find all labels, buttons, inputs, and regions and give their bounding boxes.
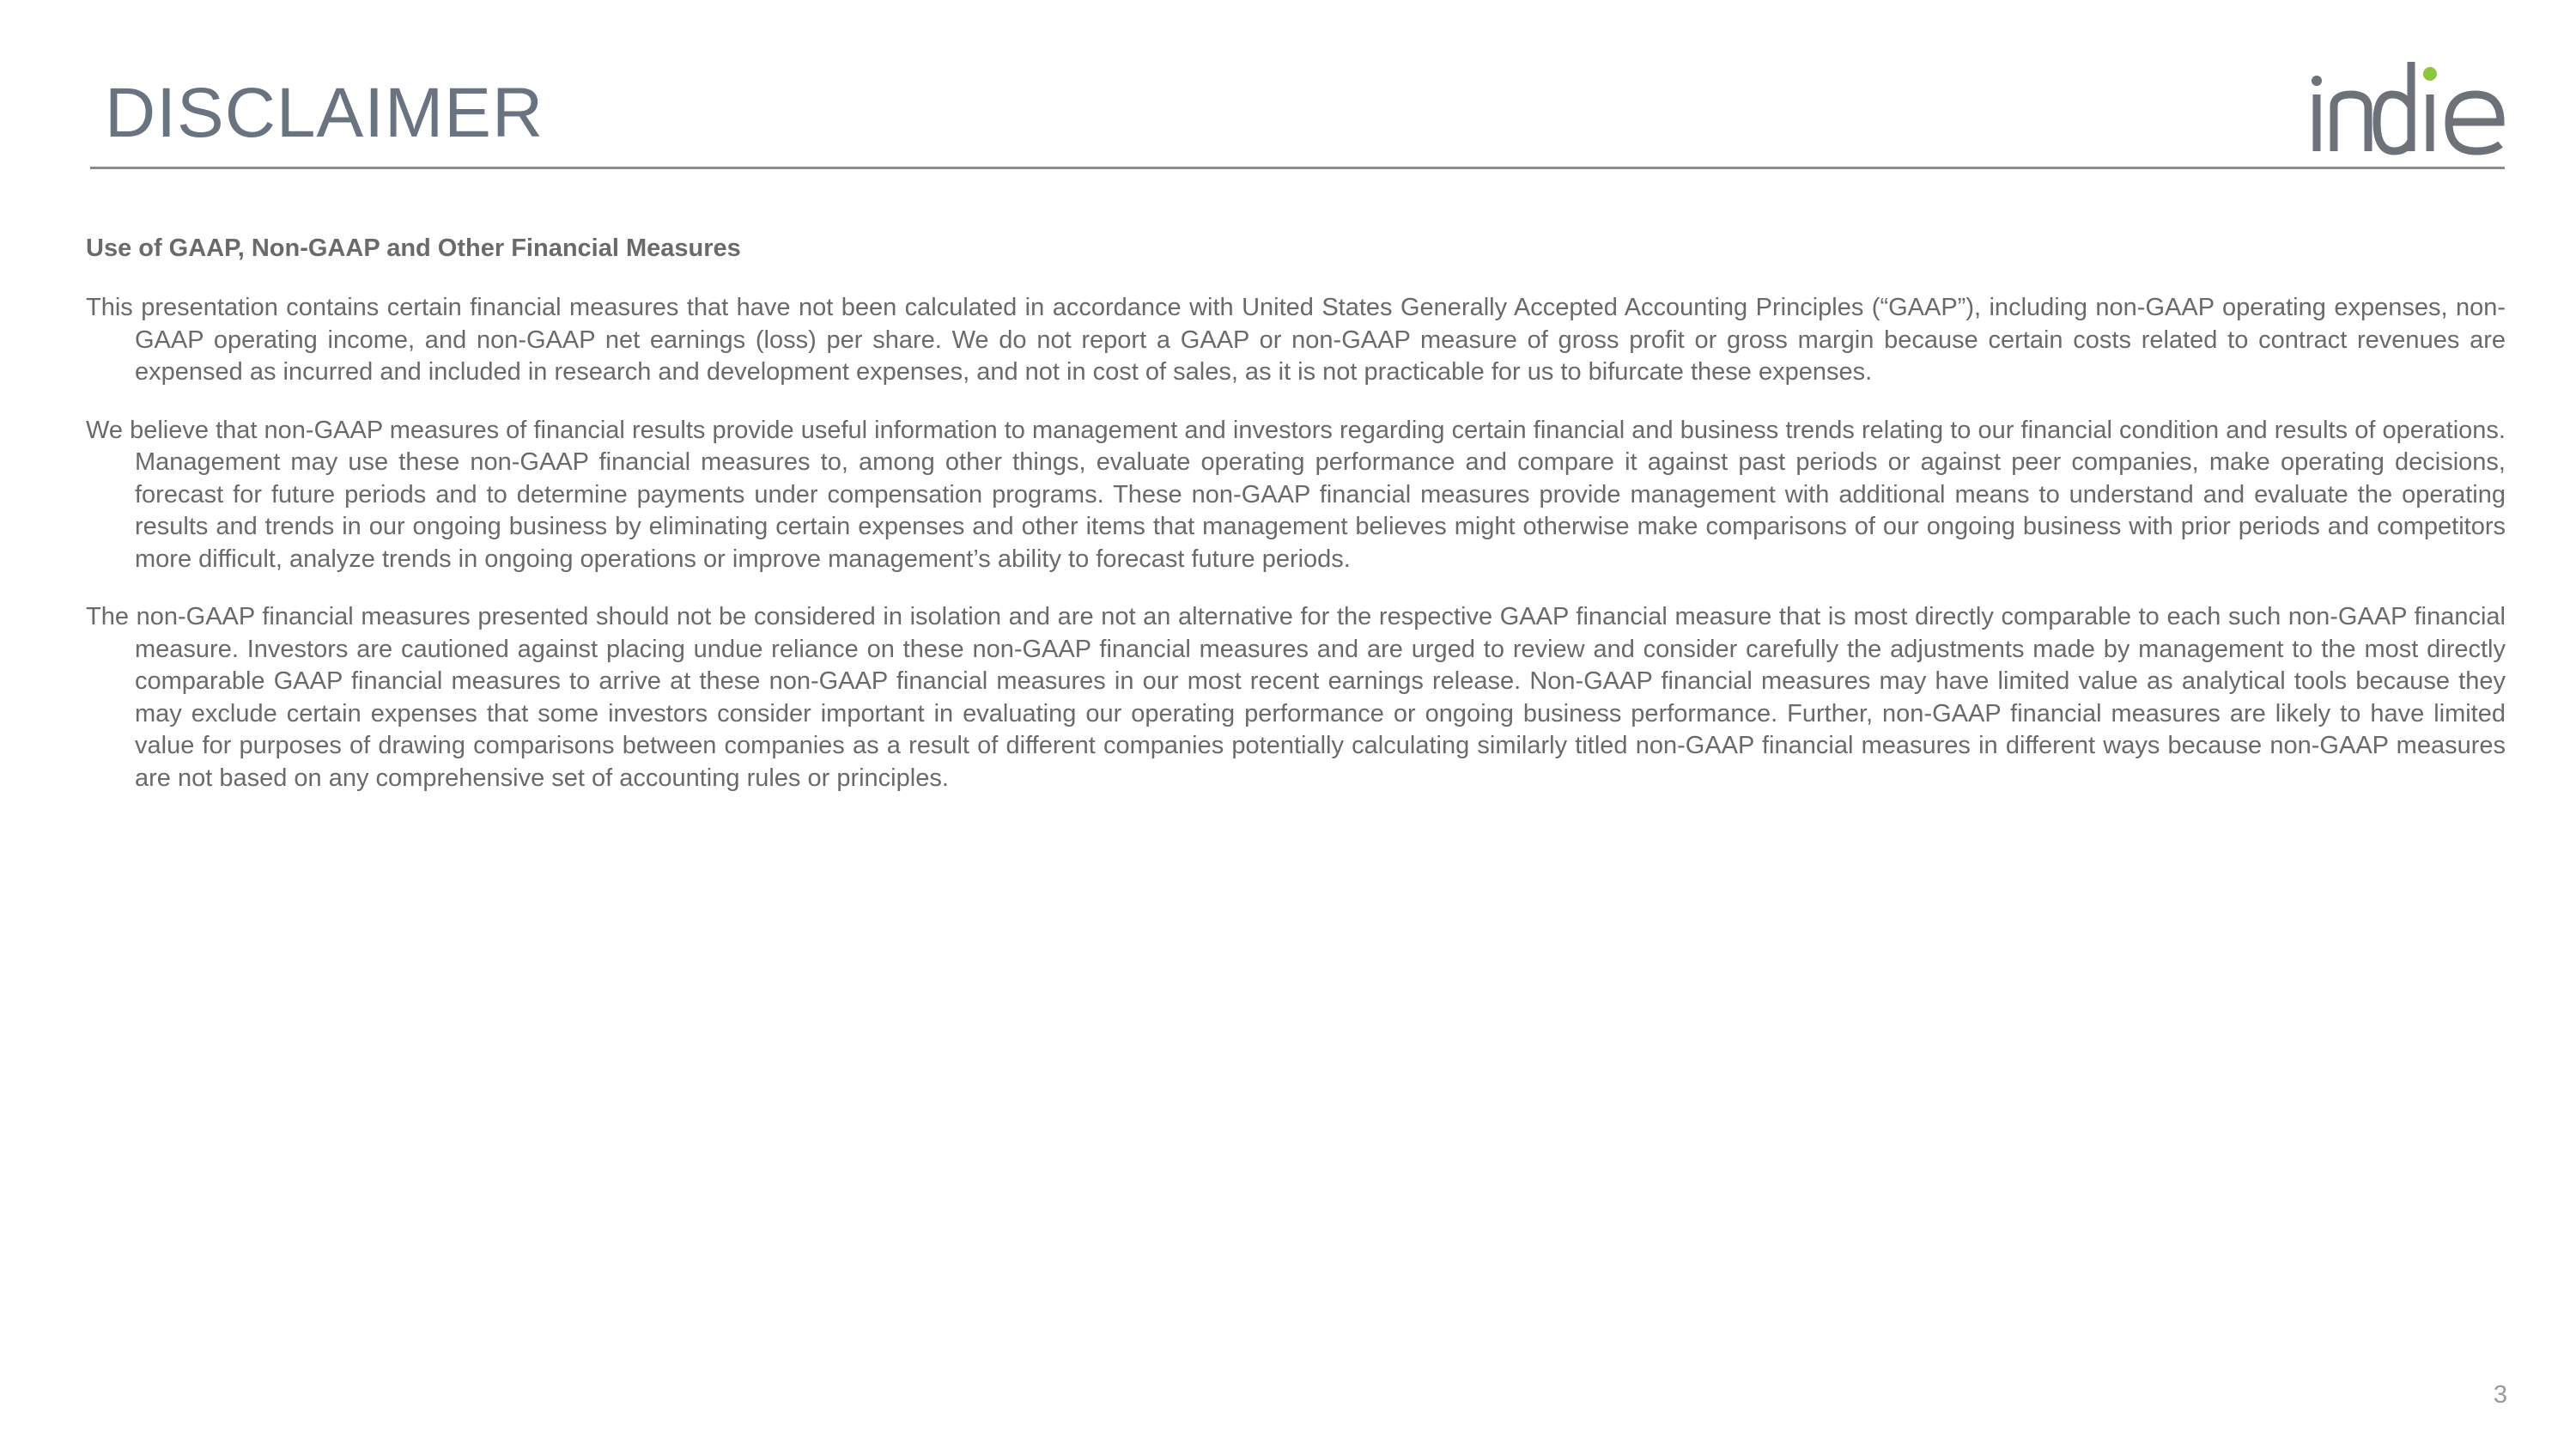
indie-logo: [2310, 62, 2507, 156]
paragraph-non-gaap-limitations: The non-GAAP financial measures presented should not be considered in isolation and are not an alternative for the respective GAAP financial measure that is most directly comparable to each such non-GAAP financial measure. Investors are cautioned against placing undue reliance on these non-GAAP financial measures and are urged to review and consider carefully the adjustments made by management to the most directly comparable GAAP financial measures to arrive at these non-GAAP financial measures in our most recent earnings release. Non-GAAP financial measures may have limited value as analytical tools because they may exclude certain expenses that some investors consider important in evaluating our operating performance or ongoing business performance. Further, non-GAAP financial measures are likely to have limited value for purposes of drawing comparisons between companies as a result of different companies potentially calculating similarly titled non-GAAP financial measures in different ways because non-GAAP measures are not based on any comprehensive set of accounting rules or principles.: [86, 603, 2506, 792]
paragraph-gaap-intro: This presentation contains certain financial measures that have not been calculated in accordance with United States Generally Accepted Accounting Principles (“GAAP”), including non-GAAP operating expenses, non-GAAP operating income, and non-GAAP net earnings (loss) per share. We do not report a GAAP or non-GAAP measure of gross profit or gross margin because certain costs related to contract revenues are expensed as incurred and included in research and development expenses, and not in cost of sales, as it is not practicable for us to bifurcate these expenses.: [86, 294, 2506, 386]
header-divider: [90, 167, 2505, 169]
page-title: DISCLAIMER: [105, 74, 544, 152]
disclaimer-body: [86, 232, 2506, 820]
page-number: 3: [2493, 1381, 2507, 1409]
section-heading: Use of GAAP, Non-GAAP and Other Financial Measures: [86, 234, 741, 262]
paragraph-non-gaap-usefulness: We believe that non-GAAP measures of financial results provide useful information to management and investors regarding certain financial and business trends relating to our financial condition and results of operations. Management may use these non-GAAP financial measures to, among other things, evaluate operating performance and compare it against past periods or against peer companies, make operating decisions, forecast for future periods and to determine payments under compensation programs. These non-GAAP financial measures provide management with additional means to understand and evaluate the operating results and trends in our ongoing business by eliminating certain expenses and other items that management believes might otherwise make comparisons of our ongoing business with prior periods and competitors more difficult, analyze trends in ongoing operations or improve management’s ability to forecast future periods.: [86, 416, 2506, 573]
